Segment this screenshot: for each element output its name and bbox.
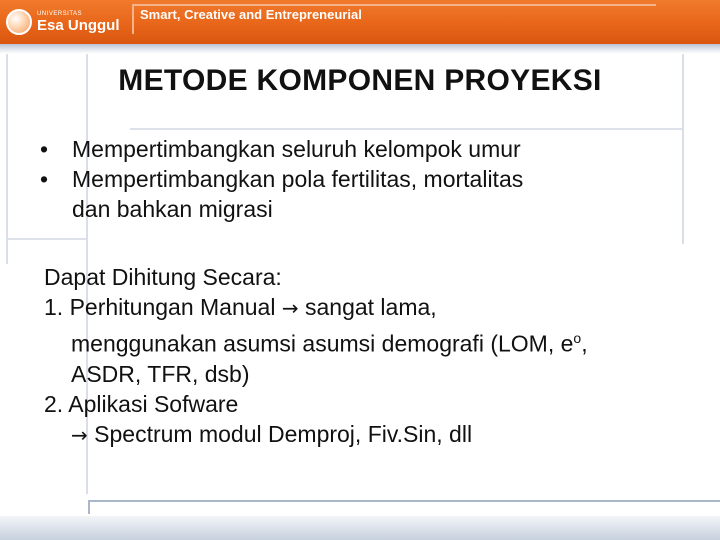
arrow-right-icon: → xyxy=(71,422,88,447)
method-1-lead: 1. Perhitungan Manual xyxy=(44,294,282,320)
method-2-line-2-text: Spectrum modul Demproj, Fiv.Sin, dll xyxy=(87,420,473,447)
method-1-line-2-text: menggunakan asumsi asumsi demografi (LOM, e xyxy=(71,330,574,357)
bullet-list xyxy=(26,134,696,224)
logo-small-text: UNIVERSITAS xyxy=(37,11,83,17)
list-item xyxy=(26,164,696,224)
arrow-right-icon: → xyxy=(281,296,299,320)
footer-decor-line xyxy=(88,500,720,514)
method-1-line-2-comma: , xyxy=(581,330,588,357)
footer-band xyxy=(0,516,720,540)
bullet-text-continued: dan bahkan migrasi xyxy=(72,196,273,222)
methods-heading: Dapat Dihitung Secara: xyxy=(44,264,282,290)
bullet-icon: • xyxy=(40,136,49,162)
logo-name: Esa Unggul xyxy=(37,17,120,34)
slide-title: METODE KOMPONEN PROYEKSI xyxy=(118,64,602,97)
methods-section xyxy=(26,262,696,450)
logo-text xyxy=(37,11,120,33)
bullet-text: Mempertimbangkan pola fertilitas, mortalitas xyxy=(72,166,524,192)
bullet-icon: • xyxy=(40,166,49,192)
method-item-2: 2. Aplikasi Sofware xyxy=(44,390,239,417)
header-shadow xyxy=(0,44,720,54)
slide-content xyxy=(26,134,696,450)
method-item-1 xyxy=(44,292,696,323)
decor-horizontal-line xyxy=(130,128,682,130)
superscript-o: o xyxy=(573,330,582,346)
method-1-line-2 xyxy=(44,323,696,359)
university-logo xyxy=(6,6,130,38)
method-1-rest: sangat lama, xyxy=(298,294,437,320)
tagline: Smart, Creative and Entrepreneurial xyxy=(140,7,362,22)
method-1-line-3: ASDR, TFR, dsb) xyxy=(71,360,250,387)
list-item xyxy=(26,134,696,164)
footer xyxy=(0,496,720,540)
header-band xyxy=(0,0,720,44)
bullet-text: Mempertimbangkan seluruh kelompok umur xyxy=(72,136,521,162)
method-2-line-2 xyxy=(44,419,696,450)
logo-emblem-icon xyxy=(6,9,32,35)
